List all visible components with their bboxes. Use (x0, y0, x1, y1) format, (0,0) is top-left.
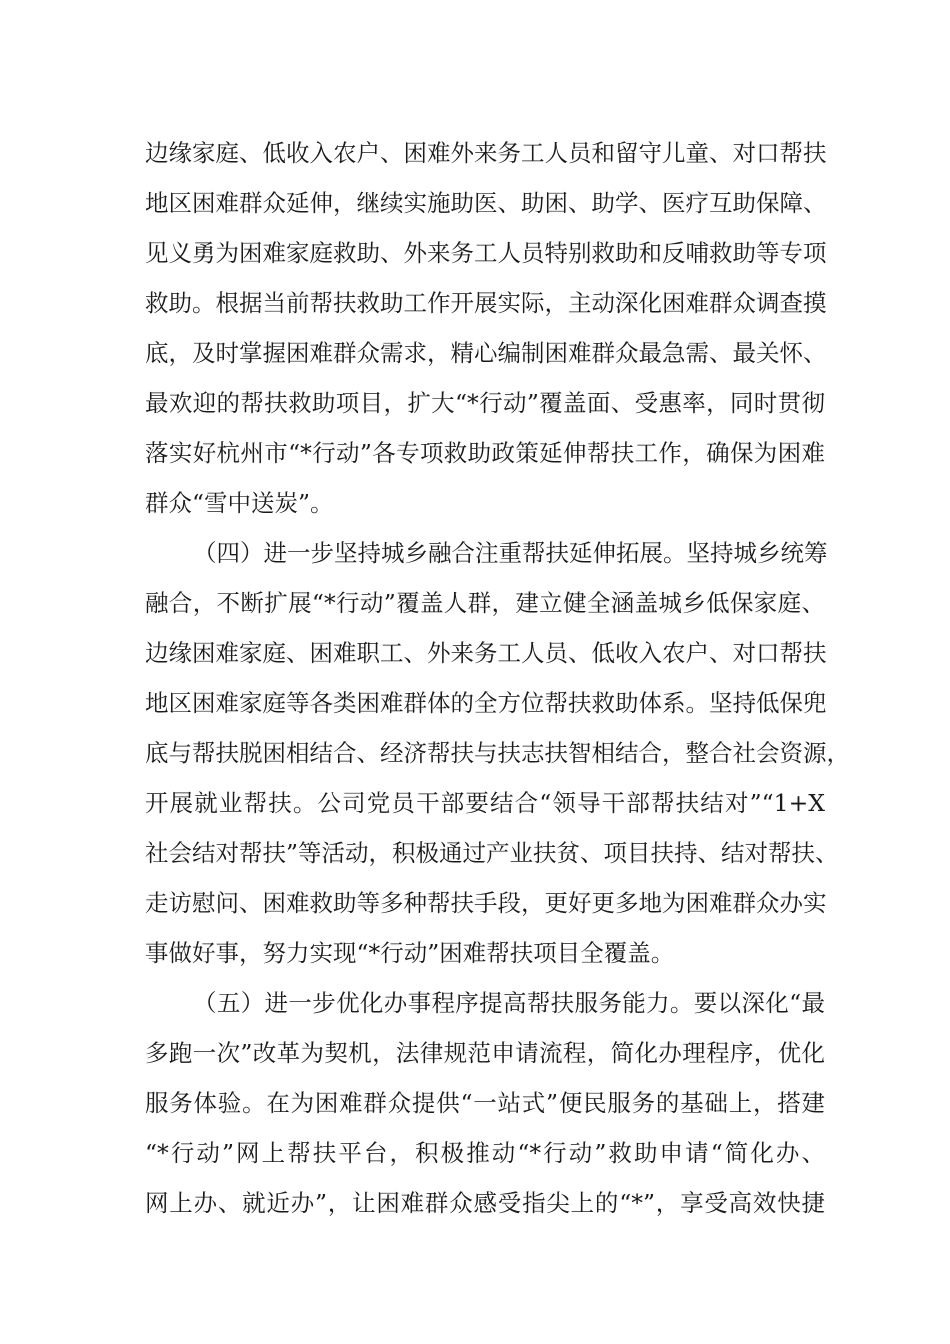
text-line: 服务体验。在为困难群众提供“一站式”便民服务的基础上，搭建 (145, 1089, 825, 1117)
paragraph-heading-4: （四）进一步坚持城乡融合注重帮扶延伸拓展。坚持城乡统筹 (193, 539, 828, 567)
text-line: 地区困难家庭等各类困难群体的全方位帮扶救助体系。坚持低保兜 (145, 689, 827, 717)
text-line: 边缘家庭、低收入农户、困难外来务工人员和留守儿童、对口帮扶 (145, 139, 827, 167)
text-line: 最欢迎的帮扶救助项目，扩大“*行动”覆盖面、受惠率，同时贯彻 (145, 389, 825, 417)
text-line: 底与帮扶脱困相结合、经济帮扶与扶志扶智相结合，整合社会资源， (145, 739, 850, 767)
text-line: 社会结对帮扶”等活动，积极通过产业扶贫、项目扶持、结对帮扶、 (145, 839, 839, 867)
text-line: 边缘困难家庭、困难职工、外来务工人员、低收入农户、对口帮扶 (145, 639, 827, 667)
text-line: 多跑一次”改革为契机，法律规范申请流程，简化办理程序，优化 (145, 1039, 825, 1067)
text-line: 底，及时掌握困难群众需求，精心编制困难群众最急需、最关怀、 (145, 339, 827, 367)
text-line: 开展就业帮扶。公司党员干部要结合“领导干部帮扶结对”“1+X (145, 789, 825, 817)
text-line: 事做好事，努力实现“*行动”困难帮扶项目全覆盖。 (145, 939, 675, 967)
text-line: 融合，不断扩展“*行动”覆盖人群，建立健全涵盖城乡低保家庭、 (145, 589, 825, 617)
paragraph-heading-5: （五）进一步优化办事程序提高帮扶服务能力。要以深化“最 (193, 989, 825, 1017)
text-line: 见义勇为困难家庭救助、外来务工人员特别救助和反哺救助等专项 (145, 239, 827, 267)
text-line: 网上办、就近办”，让困难群众感受指尖上的“*”，享受高效快捷 (145, 1189, 825, 1217)
text-line: 走访慰问、困难救助等多种帮扶手段，更好更多地为困难群众办实 (145, 889, 827, 917)
text-line: 地区困难群众延伸，继续实施助医、助困、助学、医疗互助保障、 (145, 189, 827, 217)
text-line: “*行动”网上帮扶平台，积极推动“*行动”救助申请“简化办、 (145, 1139, 825, 1167)
text-line: 群众“雪中送炭”。 (145, 489, 334, 517)
text-line: 落实好杭州市“*行动”各专项救助政策延伸帮扶工作，确保为困难 (145, 439, 825, 467)
text-line: 救助。根据当前帮扶救助工作开展实际，主动深化困难群众调查摸 (145, 289, 827, 317)
